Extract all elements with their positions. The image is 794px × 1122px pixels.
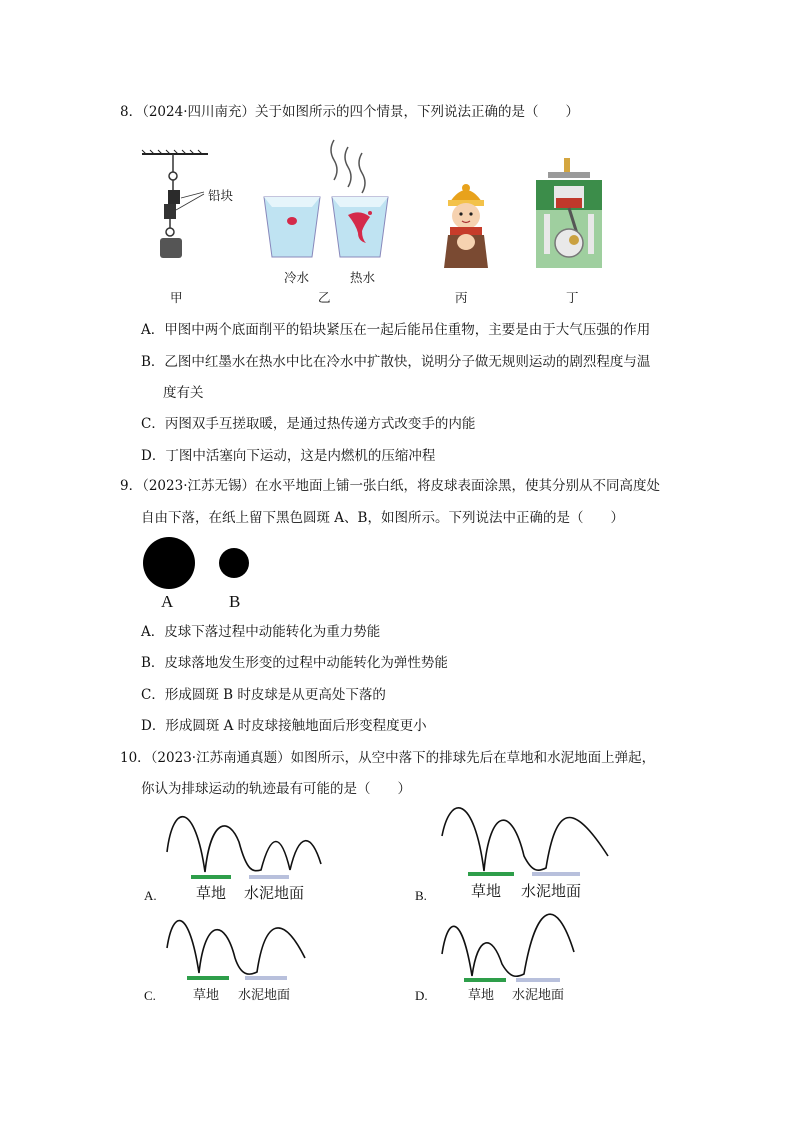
- fig-label-ding: 丁: [566, 290, 579, 305]
- q10-option-c[interactable]: C.: [144, 988, 156, 1003]
- q8-option-b: B．乙图中红墨水在热水中比在冷水中扩散快，说明分子做无规则运动的剧烈程度与温: [141, 354, 651, 370]
- spot-label-a: A: [161, 592, 174, 611]
- q10-stem-line2: 你认为排球运动的轨迹最有可能的是（ ）: [141, 781, 411, 797]
- q8-option-d: D．丁图中活塞向下运动，这是内燃机的压缩冲程: [141, 448, 436, 464]
- engine-figure: [534, 158, 604, 268]
- q8-stem: 8．（2024·四川南充）关于如图所示的四个情景，下列说法正确的是（ ）: [120, 104, 579, 120]
- option-d-cement-label: 水泥地面: [512, 988, 565, 1003]
- q10-option-b[interactable]: B.: [415, 888, 427, 903]
- trajectory-b: [440, 806, 612, 876]
- black-spots-figure: [142, 536, 252, 592]
- fig-label-yi: 乙: [318, 290, 331, 305]
- q9-option-a: A．皮球下落过程中动能转化为重力势能: [141, 624, 381, 640]
- rubbing-hands-figure: [436, 180, 496, 268]
- fig-label-jia: 甲: [170, 290, 183, 305]
- q10-option-a[interactable]: A.: [144, 888, 157, 903]
- q8-option-b-cont: 度有关: [163, 385, 204, 401]
- q8-option-c: C．丙图双手互搓取暖，是通过热传递方式改变手的内能: [141, 416, 476, 432]
- option-b-cement-label: 水泥地面: [521, 882, 582, 900]
- option-c-cement-label: 水泥地面: [238, 988, 291, 1003]
- q9-option-c: C．形成圆斑 B 时皮球是从更高处下落的: [141, 687, 386, 703]
- hot-water-label: 热水: [350, 270, 376, 285]
- spot-label-b: B: [229, 592, 241, 611]
- lead-block-figure: [138, 150, 218, 265]
- trajectory-d: [440, 914, 580, 980]
- option-a-grass-label: 草地: [196, 884, 227, 902]
- cold-water-label: 冷水: [284, 270, 310, 285]
- q9-stem-line1: 9．（2023·江苏无锡）在水平地面上铺一张白纸，将皮球表面涂黑，使其分别从不同高度处: [120, 478, 660, 494]
- q9-stem-line2: 自由下落，在纸上留下黑色圆斑 A、B，如图所示。下列说法中正确的是（ ）: [141, 510, 624, 526]
- option-d-grass-label: 草地: [468, 988, 495, 1003]
- option-c-grass-label: 草地: [193, 988, 220, 1003]
- option-b-grass-label: 草地: [471, 882, 502, 900]
- diffusion-figure: [262, 135, 387, 265]
- q10-stem-line1: 10．（2023·江苏南通真题）如图所示，从空中落下的排球先后在草地和水泥地面上弹起，: [120, 750, 656, 766]
- trajectory-c: [165, 918, 310, 978]
- trajectory-a: [165, 812, 325, 878]
- q8-option-a: A．甲图中两个底面削平的铅块紧压在一起后能吊住重物，主要是由于大气压强的作用: [141, 322, 651, 338]
- q9-option-d: D．形成圆斑 A 时皮球接触地面后形变程度更小: [141, 718, 427, 734]
- q9-option-b: B．皮球落地发生形变的过程中动能转化为弹性势能: [141, 655, 448, 671]
- fig-label-bing: 丙: [455, 290, 468, 305]
- option-a-cement-label: 水泥地面: [244, 884, 305, 902]
- lead-block-label: 铅块: [208, 188, 234, 203]
- q10-option-d[interactable]: D.: [415, 988, 428, 1003]
